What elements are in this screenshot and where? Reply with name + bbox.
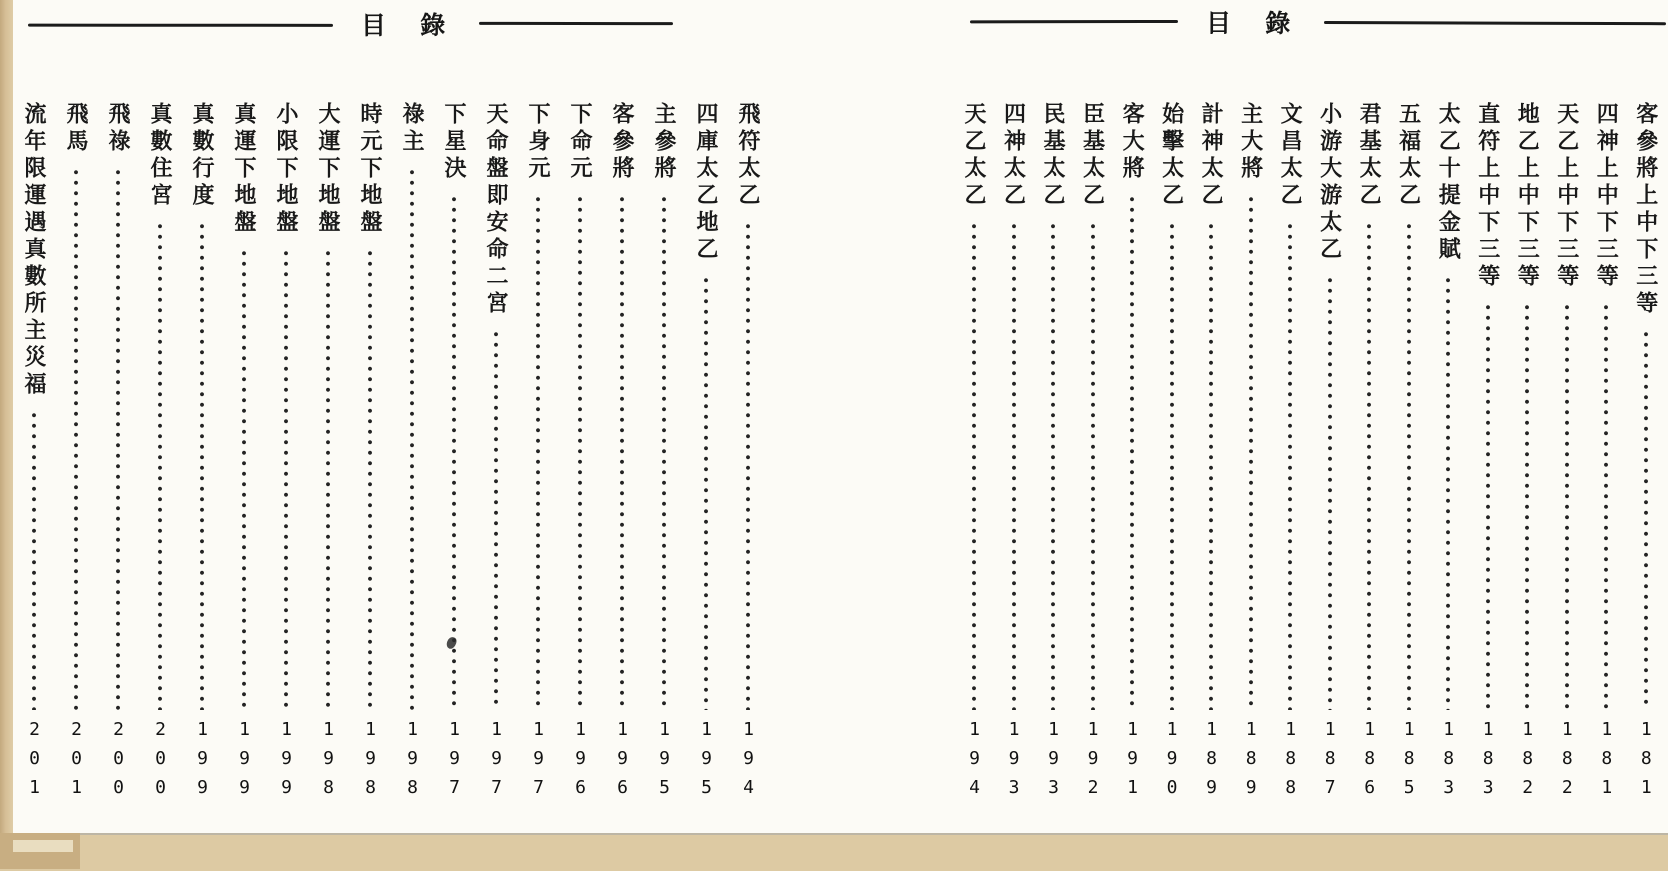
toc-entry-page: 197 [444, 719, 465, 806]
toc-entry-title: 客大將 [1120, 102, 1146, 183]
toc-entry-page: 190 [1161, 719, 1183, 806]
toc-entry-page: 199 [276, 719, 297, 806]
toc-entry-page: 194 [964, 719, 985, 806]
toc-entry [645, 30, 683, 820]
dot-leader [1287, 221, 1293, 710]
toc-entry [351, 30, 389, 820]
toc-entry-title: 天乙上中下三等 [1554, 102, 1580, 291]
left-page [13, 0, 803, 833]
toc-entry-title: 飛符太乙 [736, 102, 761, 210]
toc-entry-title: 小游大游太乙 [1317, 102, 1343, 264]
toc-entry-title: 真運下地盤 [232, 102, 257, 237]
toc-entry [309, 30, 347, 820]
toc-entry [435, 30, 473, 820]
toc-entry-title: 飛祿 [106, 102, 131, 156]
toc-entry-title: 真數行度 [190, 102, 215, 210]
toc-entry [1390, 30, 1428, 820]
toc-entry-page: 197 [486, 719, 507, 806]
toc-entry-page: 200 [150, 719, 171, 806]
toc-title: 目 錄 [360, 12, 460, 40]
toc-entry-page: 198 [318, 719, 339, 806]
dot-leader [1208, 221, 1214, 710]
dot-leader [493, 329, 499, 710]
toc-entry-title: 民基太乙 [1041, 102, 1067, 210]
toc-entry [1271, 30, 1309, 820]
toc-entry [687, 30, 725, 820]
toc-entry [1429, 30, 1467, 820]
dot-leader [199, 221, 205, 710]
dot-leader [1366, 221, 1372, 710]
toc-entry [1311, 30, 1349, 820]
dot-leader [1564, 302, 1570, 710]
toc-entry [1508, 30, 1546, 820]
toc-entry [1034, 30, 1072, 820]
dot-leader [325, 248, 331, 710]
toc-entry [1232, 30, 1270, 820]
dot-leader [745, 221, 751, 710]
book-edge-left [0, 0, 13, 869]
toc-entry-title: 四神太乙 [1001, 102, 1027, 210]
toc-entry-page: 199 [234, 719, 255, 806]
toc-entry [15, 30, 53, 820]
header-rule-right [479, 21, 673, 24]
right-page [855, 0, 1668, 833]
dot-leader [971, 221, 977, 710]
toc-entry [1627, 30, 1665, 820]
dot-leader [1485, 302, 1491, 710]
dot-leader [1011, 221, 1017, 710]
toc-entry [99, 30, 137, 820]
dot-leader [703, 275, 709, 710]
toc-entry-page: 191 [1122, 719, 1144, 806]
toc-entry-page: 196 [570, 719, 591, 806]
toc-entry-title: 君基太乙 [1357, 102, 1383, 210]
toc-entry [1548, 30, 1586, 820]
toc-entry-page: 193 [1003, 719, 1025, 806]
dot-leader [241, 248, 247, 710]
toc-entry [183, 30, 221, 820]
toc-entry-title: 直符上中下三等 [1475, 102, 1501, 291]
toc-entry [1192, 30, 1230, 820]
toc-entry [225, 30, 263, 820]
toc-entry-page: 186 [1359, 719, 1381, 806]
dot-leader [535, 194, 541, 710]
toc-entry-page: 185 [1398, 719, 1420, 806]
dot-leader [1603, 302, 1609, 710]
toc-entry-page: 183 [1438, 719, 1460, 806]
toc-entry-title: 地乙上中下三等 [1515, 102, 1541, 291]
toc-entry-title: 飛馬 [64, 102, 89, 156]
toc-entry [955, 30, 993, 820]
right-page-entries [955, 30, 1665, 820]
dot-leader [619, 194, 625, 710]
toc-entry-page: 196 [612, 719, 633, 806]
dot-leader [409, 167, 415, 710]
toc-entry [141, 30, 179, 820]
toc-entry-page: 182 [1556, 719, 1578, 806]
dot-leader [283, 248, 289, 710]
left-page-entries [15, 30, 767, 820]
toc-entry-title: 祿主 [400, 102, 425, 156]
toc-entry [561, 30, 599, 820]
toc-entry-title: 計神太乙 [1199, 102, 1225, 210]
toc-entry-page: 197 [528, 719, 549, 806]
toc-entry-title: 天乙太乙 [962, 102, 987, 210]
toc-entry-title: 天命盤即安命二宮 [484, 102, 509, 318]
toc-entry-title: 下命元 [568, 102, 593, 183]
toc-entry-page: 187 [1319, 719, 1341, 806]
toc-entry-title: 時元下地盤 [358, 102, 383, 237]
toc-entry-page: 192 [1082, 719, 1104, 806]
toc-entry-title: 五福太乙 [1396, 102, 1422, 210]
dot-leader [31, 410, 37, 710]
dot-leader [1129, 194, 1135, 710]
dot-leader [1524, 302, 1530, 710]
toc-entry [1153, 30, 1191, 820]
toc-entry-title: 大運下地盤 [316, 102, 341, 237]
toc-entry [729, 30, 767, 820]
toc-entry-page: 189 [1240, 719, 1262, 806]
toc-entry-title: 客參將上中下三等 [1633, 102, 1659, 318]
toc-entry-page: 183 [1477, 719, 1499, 806]
toc-entry [267, 30, 305, 820]
toc-entry-page: 198 [402, 719, 423, 806]
toc-entry [1350, 30, 1388, 820]
toc-title: 目 錄 [1205, 10, 1305, 38]
toc-entry-page: 181 [1635, 719, 1657, 806]
toc-entry [519, 30, 557, 820]
toc-entry-page: 194 [738, 719, 759, 806]
toc-entry-page: 198 [360, 719, 381, 806]
dot-leader [1169, 221, 1175, 710]
toc-entry [1074, 30, 1112, 820]
dot-leader [73, 167, 79, 710]
toc-entry-title: 小限下地盤 [274, 102, 299, 237]
dot-leader [115, 167, 121, 710]
toc-entry-page: 188 [1280, 719, 1302, 806]
toc-entry-title: 主參將 [652, 102, 677, 183]
dot-leader [1248, 194, 1254, 710]
header-rule-left [28, 23, 333, 26]
toc-entry-page: 200 [108, 719, 129, 806]
toc-entry [477, 30, 515, 820]
toc-entry-title: 始擊太乙 [1159, 102, 1185, 210]
toc-entry [393, 30, 431, 820]
toc-entry [995, 30, 1033, 820]
dot-leader [1050, 221, 1056, 710]
header-rule-left [970, 19, 1178, 22]
toc-entry [1587, 30, 1625, 820]
dot-leader [451, 194, 457, 710]
toc-entry [1113, 30, 1151, 820]
toc-entry-page: 195 [696, 719, 717, 806]
toc-entry-title: 流年限運遇真數所主災福 [22, 102, 47, 399]
toc-entry-page: 181 [1596, 719, 1618, 806]
dot-leader [1445, 275, 1451, 710]
toc-entry-title: 文昌太乙 [1278, 102, 1304, 210]
toc-entry-page: 199 [192, 719, 213, 806]
toc-entry-title: 四神上中下三等 [1594, 102, 1620, 291]
toc-entry-page: 195 [654, 719, 675, 806]
toc-entry-page: 201 [24, 719, 45, 806]
dot-leader [1327, 275, 1333, 710]
dot-leader [577, 194, 583, 710]
toc-entry-page: 182 [1517, 719, 1539, 806]
toc-entry [57, 30, 95, 820]
book-edge-bottom [0, 833, 1668, 871]
toc-entry-title: 真數住宮 [148, 102, 173, 210]
toc-entry-page: 193 [1043, 719, 1065, 806]
toc-entry-title: 下星決 [442, 102, 467, 183]
dot-leader [1090, 221, 1096, 710]
toc-entry-title: 臣基太乙 [1080, 102, 1106, 210]
dot-leader [1406, 221, 1412, 710]
header-rule-right [1324, 21, 1666, 25]
toc-entry-title: 太乙十提金賦 [1436, 102, 1462, 264]
toc-entry-title: 客參將 [610, 102, 635, 183]
toc-entry-page: 201 [66, 719, 87, 806]
dot-leader [157, 221, 163, 710]
toc-entry-page: 189 [1201, 719, 1223, 806]
toc-entry-title: 下身元 [526, 102, 551, 183]
toc-entry [1469, 30, 1507, 820]
dot-leader [1643, 329, 1649, 710]
toc-entry [603, 30, 641, 820]
toc-entry-title: 四庫太乙地乙 [694, 102, 719, 264]
dot-leader [661, 194, 667, 710]
dot-leader [367, 248, 373, 710]
book-edge-corner-notch [13, 840, 73, 852]
toc-entry-title: 主大將 [1238, 102, 1264, 183]
